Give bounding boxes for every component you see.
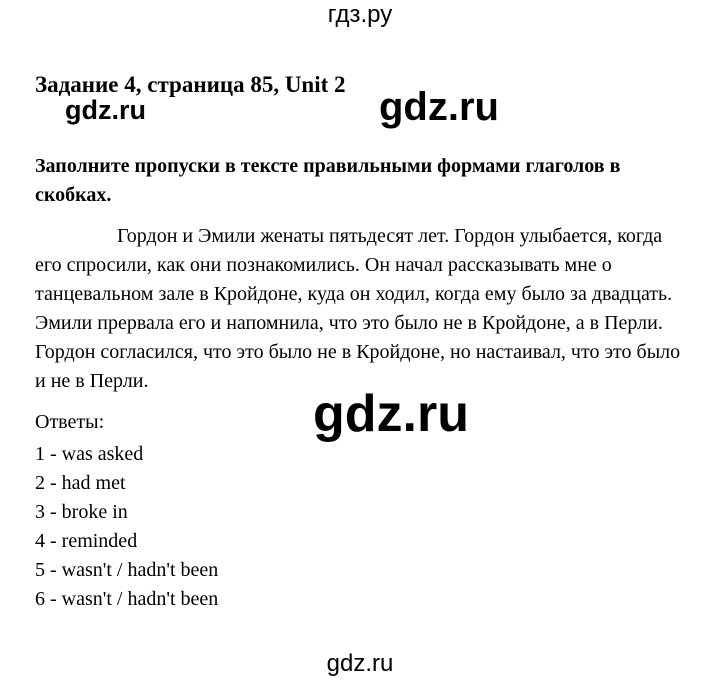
task-title: Задание 4, страница 85, Unit 2	[35, 72, 346, 97]
site-footer: gdz.ru	[326, 650, 394, 677]
site-header: гдз.ру	[327, 1, 393, 28]
task-text: Гордон и Эмили женаты пятьдесят лет. Гордон улыбается, когда его спросили, как они познакомились. Он начал рассказывать мне о танцевальном зале в Кройдоне, куда он ходил, когда ему было за двадцать. Эмили прервала его и напомнила, что это было не в Кройдоне, а в Перли. Гордон согласился, что это было не в Кройдоне, но настаивал, что это было и не в Перли.	[35, 225, 681, 392]
answer-item: 5 - wasn't / hadn't been	[35, 559, 219, 581]
answers-heading: Ответы:	[35, 411, 105, 433]
watermark: gdz.ru	[379, 85, 499, 129]
watermark: gdz.ru	[65, 95, 146, 125]
task-instruction: Заполните пропуски в тексте правильными формами глаголов в скобках.	[35, 155, 621, 206]
answer-item: 4 - reminded	[35, 530, 138, 552]
answer-item: 6 - wasn't / hadn't been	[35, 588, 219, 610]
watermark: gdz.ru	[313, 385, 469, 443]
answer-item: 1 - was asked	[35, 443, 144, 465]
answer-item: 3 - broke in	[35, 501, 128, 523]
answers-list	[35, 440, 218, 614]
answer-item: 2 - had met	[35, 472, 126, 494]
